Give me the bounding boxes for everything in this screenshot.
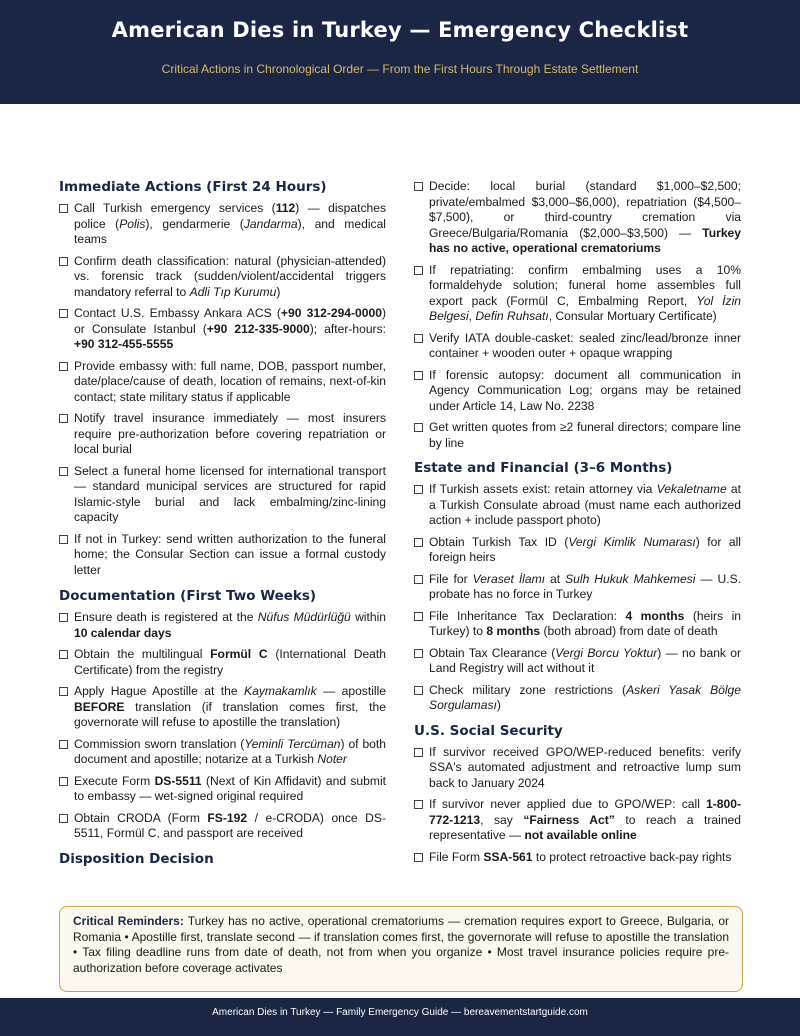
checklist-estate bbox=[414, 482, 741, 714]
reminder-text: Turkey has no active, operational crematoriums — cremation requires export to Greece, Bulgaria, or Romania • Apostille first, translate second — if translation comes first, the governorate will refuse to apostille the translation • Tax filing deadline runs from date of death, not from when you organize • Most travel insurance policies require pre-authorization before coverage activates bbox=[73, 914, 730, 975]
checkbox-icon[interactable] bbox=[59, 362, 68, 371]
checklist-immediate bbox=[59, 201, 386, 578]
checkbox-icon[interactable] bbox=[59, 687, 68, 696]
checkbox-icon[interactable] bbox=[59, 467, 68, 476]
checkbox-icon[interactable] bbox=[414, 649, 423, 658]
checklist-disposition bbox=[414, 179, 741, 451]
checkbox-icon[interactable] bbox=[59, 535, 68, 544]
page-title: American Dies in Turkey — Emergency Checklist bbox=[111, 18, 689, 42]
checklist-item[interactable]: If survivor never applied due to GPO/WEP: call 1-800-772-1213, say “Fairness Act” to reach a trained representative — not available online bbox=[414, 797, 741, 844]
checklist-item[interactable]: File Form SSA-561 to protect retroactive back-pay rights bbox=[414, 850, 741, 866]
checklist-item[interactable]: Decide: local burial (standard $1,000–$2,500; private/embalmed $3,000–$6,000), repatriation ($4,500–$7,500), or third-country cremation via Greece/Bulgaria/Romania ($2,000–$3,500) — Turkey has no active, operational crematoriums bbox=[414, 179, 741, 257]
checklist-item[interactable]: Call Turkish emergency services (112) — dispatches police (Polis), gendarmerie (Jandarma), and medical teams bbox=[59, 201, 386, 248]
checkbox-icon[interactable] bbox=[59, 414, 68, 423]
checklist-item[interactable]: Provide embassy with: full name, DOB, passport number, date/place/cause of death, location of remains, next-of-kin contact; state military status if applicable bbox=[59, 359, 386, 406]
checklist-item[interactable]: Select a funeral home licensed for international transport — standard municipal services are structured for rapid Islamic-style burial and lack embalming/zinc-lining capacity bbox=[59, 464, 386, 526]
checklist-item[interactable]: If survivor received GPO/WEP-reduced benefits: verify SSA's automated adjustment and retroactive lump sum back to January 2024 bbox=[414, 745, 741, 792]
checkbox-icon[interactable] bbox=[414, 853, 423, 862]
checklist-item[interactable]: Obtain CRODA (Form FS-192 / e-CRODA) once DS-5511, Formül C, and passport are received bbox=[59, 811, 386, 842]
page-footer bbox=[0, 998, 800, 1036]
checklist-documentation bbox=[59, 610, 386, 842]
checklist-item[interactable]: File for Veraset İlamı at Sulh Hukuk Mahkemesi — U.S. probate has no force in Turkey bbox=[414, 572, 741, 603]
checkbox-icon[interactable] bbox=[414, 686, 423, 695]
section-title-disposition: Disposition Decision bbox=[59, 850, 214, 867]
checkbox-icon[interactable] bbox=[414, 575, 423, 584]
checkbox-icon[interactable] bbox=[414, 266, 423, 275]
checkbox-icon[interactable] bbox=[59, 257, 68, 266]
checkbox-icon[interactable] bbox=[59, 777, 68, 786]
left-column bbox=[59, 176, 386, 867]
section-title-estate: Estate and Financial (3–6 Months) bbox=[414, 460, 673, 476]
checkbox-icon[interactable] bbox=[59, 204, 68, 213]
checkbox-icon[interactable] bbox=[59, 309, 68, 318]
checkbox-icon[interactable] bbox=[414, 423, 423, 432]
footer-text: American Dies in Turkey — Family Emergency Guide — bereavementstartguide.com bbox=[212, 1007, 588, 1018]
checklist-item[interactable]: Notify travel insurance immediately — most insurers require pre-authorization before covering repatriation or local burial bbox=[59, 411, 386, 458]
critical-reminders-box bbox=[59, 906, 743, 992]
section-title-ssa: U.S. Social Security bbox=[414, 722, 563, 739]
checklist-item[interactable]: If not in Turkey: send written authorization to the funeral home; the Consular Section can issue a formal custody letter bbox=[59, 532, 386, 579]
checklist-item[interactable]: Get written quotes from ≥2 funeral directors; compare line by line bbox=[414, 420, 741, 451]
checklist-item[interactable]: Obtain Turkish Tax ID (Vergi Kimlik Numarası) for all foreign heirs bbox=[414, 535, 741, 566]
checklist-ssa bbox=[414, 745, 741, 866]
reminder-label: Critical Reminders: bbox=[73, 914, 184, 928]
checklist-item[interactable]: File Inheritance Tax Declaration: 4 months (heirs in Turkey) to 8 months (both abroad) from date of death bbox=[414, 609, 741, 640]
checkbox-icon[interactable] bbox=[414, 538, 423, 547]
checkbox-icon[interactable] bbox=[414, 334, 423, 343]
checkbox-icon[interactable] bbox=[59, 814, 68, 823]
checkbox-icon[interactable] bbox=[414, 800, 423, 809]
checklist-item[interactable]: Obtain the multilingual Formül C (International Death Certificate) from the registry bbox=[59, 647, 386, 678]
checklist-item[interactable]: If Turkish assets exist: retain attorney via Vekaletname at a Turkish Consulate abroad (must name each authorized action + include passport photo) bbox=[414, 482, 741, 529]
checkbox-icon[interactable] bbox=[414, 748, 423, 757]
checkbox-icon[interactable] bbox=[59, 740, 68, 749]
checklist-item[interactable]: If repatriating: confirm embalming uses a 10% formaldehyde solution; funeral home assembles full export pack (Formül C, Embalming Report, Yol İzin Belgesi, Defin Ruhsatı, Consular Mortuary Certificate) bbox=[414, 263, 741, 325]
checklist-item[interactable]: Commission sworn translation (Yeminli Tercüman) of both document and apostille; notarize at a Turkish Noter bbox=[59, 737, 386, 768]
checklist-item[interactable]: Check military zone restrictions (Askeri Yasak Bölge Sorgulaması) bbox=[414, 683, 741, 714]
page-header bbox=[0, 0, 800, 104]
checkbox-icon[interactable] bbox=[414, 612, 423, 621]
checklist-item[interactable]: Confirm death classification: natural (physician-attended) vs. forensic track (sudden/violent/accidental triggers mandatory referral to Adli Tıp Kurumu) bbox=[59, 254, 386, 301]
section-title-documentation: Documentation (First Two Weeks) bbox=[59, 588, 317, 604]
checklist-item[interactable]: Contact U.S. Embassy Ankara ACS (+90 312-294-0000) or Consulate Istanbul (+90 212-335-9000); after-hours: +90 312-455-5555 bbox=[59, 306, 386, 353]
right-column bbox=[414, 179, 741, 865]
checklist-item[interactable]: Execute Form DS-5511 (Next of Kin Affidavit) and submit to embassy — wet-signed original required bbox=[59, 774, 386, 805]
section-title-immediate: Immediate Actions (First 24 Hours) bbox=[59, 179, 327, 195]
checkbox-icon[interactable] bbox=[414, 371, 423, 380]
checkbox-icon[interactable] bbox=[414, 485, 423, 494]
checklist-item[interactable]: Apply Hague Apostille at the Kaymakamlık — apostille BEFORE translation (if translation comes first, the governorate will refuse to apostille the translation) bbox=[59, 684, 386, 731]
checkbox-icon[interactable] bbox=[59, 613, 68, 622]
checklist-item[interactable]: If forensic autopsy: document all communication in Agency Communication Log; organs may be retained under Article 14, Law No. 2238 bbox=[414, 368, 741, 415]
checklist-item[interactable]: Ensure death is registered at the Nüfus Müdürlüğü within 10 calendar days bbox=[59, 610, 386, 641]
checklist-item[interactable]: Obtain Tax Clearance (Vergi Borcu Yoktur) — no bank or Land Registry will act without it bbox=[414, 646, 741, 677]
checkbox-icon[interactable] bbox=[59, 650, 68, 659]
checklist-item[interactable]: Verify IATA double-casket: sealed zinc/lead/bronze inner container + wooden outer + opaque wrapping bbox=[414, 331, 741, 362]
page-subtitle: Critical Actions in Chronological Order — From the First Hours Through Estate Settlement bbox=[161, 62, 639, 76]
checkbox-icon[interactable] bbox=[414, 182, 423, 191]
